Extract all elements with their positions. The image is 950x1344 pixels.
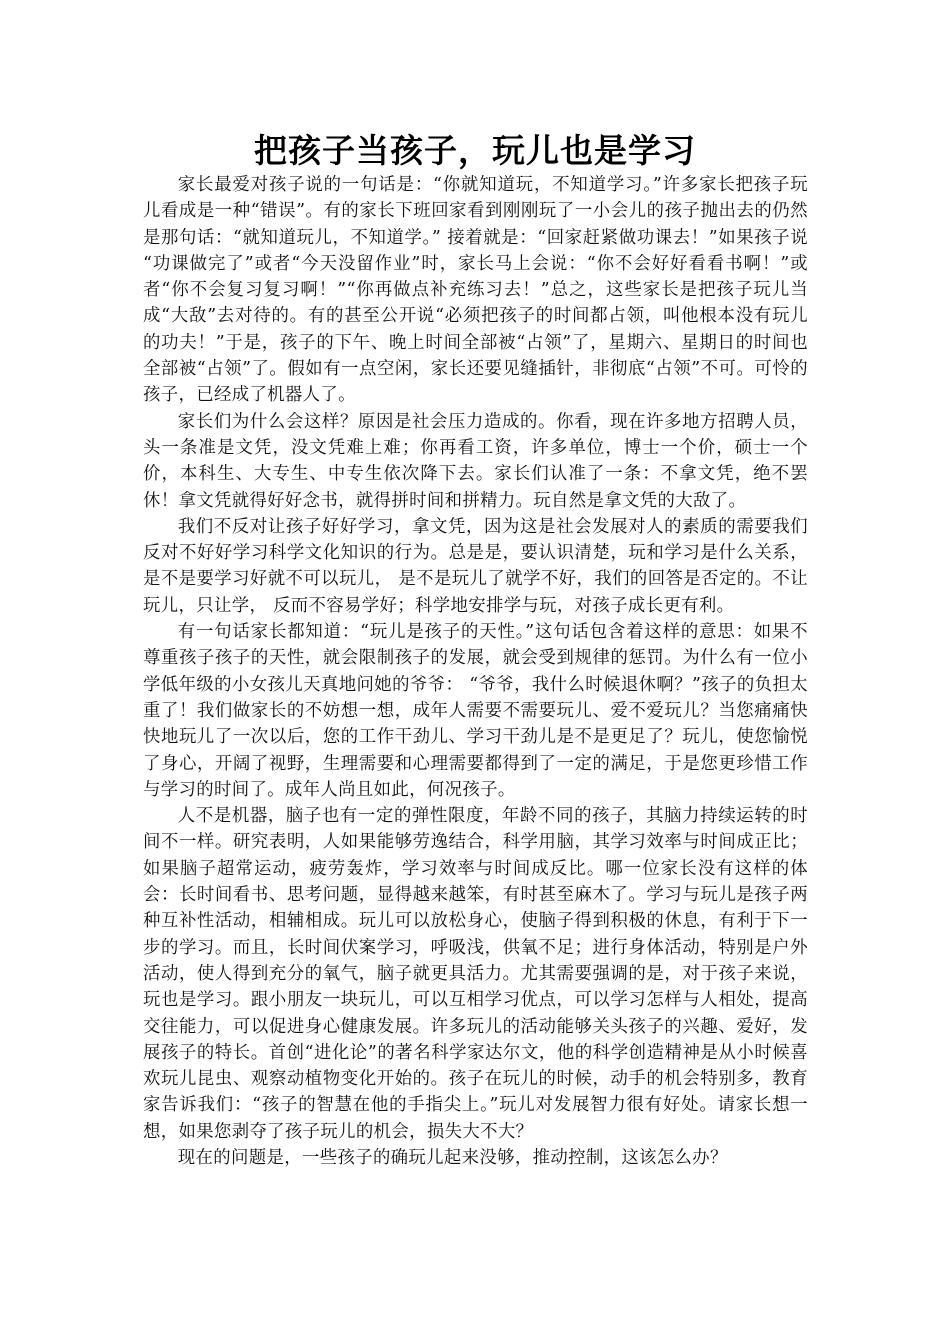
paragraph-1: 家长最爱对孩子说的一句话是：“你就知道玩，不知道学习。”许多家长把孩子玩儿看成是一种“错误”。有的家长下班回家看到刚刚玩了一小会儿的孩子抛出去的仍然是那句话：“就知道玩儿，不知道学。” 接着就是：“回家赶紧做功课去！”如果孩子说 “功课做完了”或者“今天没留作业”时，家长马上会说：“你不会好好看看书啊！”或者“你不会复习复习啊！”“你再做点补充练习去！”总之，这些家长是把孩子玩儿当成“大敌”去对待的。有的甚至公开说“必须把孩子的时间都占领，叫他根本没有玩儿的功夫！”于是，孩子的下午、晚上时间全部被“占领”了，星期六、星期日的时间也全部被“占领”了。假如有一点空闲，家长还要见缝插针，非彻底“占领”不可。可怜的孩子，已经成了机器人了。 — [143, 175, 808, 406]
paragraph-2: 家长们为什么会这样？原因是社会压力造成的。你看，现在许多地方招聘人员，头一条准是文凭，没文凭难上难；你再看工资，许多单位，博士一个价，硕士一个价，本科生、大专生、中专生依次降下去。家长们认准了一条：不拿文凭，绝不罢休！拿文凭就得好好念书，就得拼时间和拼精力。玩自然是拿文凭的大敌了。 — [143, 411, 808, 511]
paragraph-4: 有一句话家长都知道：“玩儿是孩子的天性。”这句话包含着这样的意思：如果不尊重孩子孩子的天性，就会限制孩子的发展，就会受到规律的惩罚。为什么有一位小学低年级的小女孩儿天真地问她的爷爷： “爷爷，我什么时候退休啊？”孩子的负担太重了！我们做家长的不妨想一想，成年人需要不需要玩儿、爱不爱玩儿？当您痛痛快快地玩儿了一次以后，您的工作干劲儿、学习干劲儿是不是更足了？玩儿，使您愉悦了身心，开阔了视野，生理需要和心理需要都得到了一定的满足，于是您更珍惜工作与学习的时间了。成年人尚且如此，何况孩子。 — [143, 622, 808, 800]
paragraph-6: 现在的问题是，一些孩子的确玩儿起来没够，推动控制，这该怎么办？ — [177, 1147, 728, 1168]
document-body — [143, 172, 808, 1171]
document-title: 把孩子当孩子，玩儿也是学习 — [254, 131, 696, 170]
paragraph-3: 我们不反对让孩子好好学习，拿文凭，因为这是社会发展对人的素质的需要我们反对不好好学习科学文化知识的行为。总是是，要认识清楚，玩和学习是什么关系，是不是要学习好就不可以玩儿， 是不是玩儿了就学不好，我们的回答是否定的。不让玩儿，只让学， 反而不容易学好；科学地安排学与玩，对孩子成长更有利。 — [143, 516, 808, 616]
paragraph-5: 人不是机器，脑子也有一定的弹性限度，年龄不同的孩子，其脑力持续运转的时间不一样。研究表明，人如果能够劳逸结合，科学用脑，其学习效率与时间成正比；如果脑子超常运动，疲劳轰炸，学习效率与时间成反比。哪一位家长没有这样的体会：长时间看书、思考问题，显得越来越笨，有时甚至麻木了。学习与玩儿是孩子两种互补性活动，相辅相成。玩儿可以放松身心，使脑子得到积极的休息，有利于下一步的学习。而且，长时间伏案学习，呼吸浅，供氧不足；进行身体活动，特别是户外活动，使人得到充分的氧气，脑子就更具活力。尤其需要强调的是，对于孩子来说，玩也是学习。跟小朋友一块玩儿，可以互相学习优点，可以学习怎样与人相处，提高交往能力，可以促进身心健康发展。许多玩儿的活动能够关头孩子的兴趣、爱好，发展孩子的特长。首创“进化论”的著名科学家达尔文，他的科学创造精神是从小时候喜欢玩儿昆虫、观察动植物变化开始的。孩子在玩儿的时候，动手的机会特别多，教育家告诉我们：“孩子的智慧在他的手指尖上。”玩儿对发展智力很有好处。请家长想一想，如果您剥夺了孩子玩儿的机会，损失大不大？ — [143, 806, 808, 1142]
